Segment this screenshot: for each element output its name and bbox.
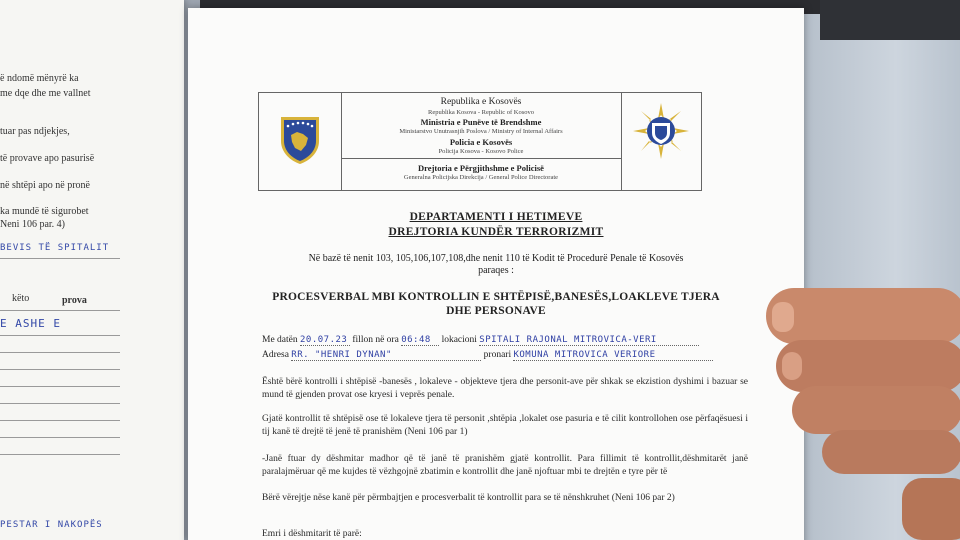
finger-index: [766, 288, 960, 344]
procesverbal-subtitle: DHE PERSONAVE: [446, 305, 546, 317]
finger-middle: [776, 340, 960, 392]
time-value: 06:48: [401, 335, 439, 346]
left-paper-rule: [0, 335, 120, 336]
owner-label: pronari: [483, 350, 512, 360]
fingernail: [782, 352, 802, 380]
left-paper: [0, 0, 184, 540]
date-label: Me datën: [262, 335, 298, 345]
fingernail: [772, 302, 794, 332]
address-owner-row: [262, 350, 713, 361]
letterhead-divider: [341, 158, 621, 159]
left-paper-rule: [0, 352, 120, 353]
address-value: RR. "HENRI DYNAN": [291, 350, 481, 361]
left-paper-rule: [0, 454, 120, 455]
department-title: DEPARTAMENTI I HETIMEVE: [409, 211, 583, 223]
procesverbal-title: PROCESVERBAL MBI KONTROLLIN E SHTËPISË,BANESËS,LOAKLEVE TJERA: [272, 291, 720, 303]
letterhead-right-cell: [621, 93, 701, 190]
paragraph-witnesses: -Janë ftuar dy dëshmitar madhor që të janë të pranishëm gjatë kontrollit. Para fillimit të kontrollit,dëshmitarët janë paralajmëruar që me kujdes të vëzhgojnë zbatimin e kontrollit dhe janë njoftuar mbi te drejtën e tyre për të: [262, 454, 748, 477]
date-value: 20.07.23: [300, 335, 350, 346]
kosovo-police-emblem-icon: [631, 101, 691, 161]
header-country-translation: Republika Kosova - Republic of Kosovo: [428, 109, 534, 116]
left-paper-line: të provave apo pasurisë: [0, 153, 95, 164]
header-country: Republika e Kosovës: [440, 97, 522, 107]
date-time-location-row: [262, 335, 699, 346]
paragraph-presence-right: Gjatë kontrollit të shtëpisë ose të lokaleve tjera të personit ,shtëpia ,lokalet ose pasuria e të cilit kontrollohen ose përfaqësuesi i tij kanë të drejtë të jenë të pranishëm (Neni 106 par 1): [262, 414, 748, 437]
left-paper-line: ë ndomë mënyrë ka: [0, 73, 79, 84]
background-top-right: [820, 0, 960, 40]
left-paper-handwriting: E ASHE E: [0, 317, 61, 330]
header-police: Policia e Kosovës: [449, 137, 513, 147]
left-paper-line: tuar pas ndjekjes,: [0, 126, 70, 137]
left-paper-rule: [0, 258, 120, 259]
legal-basis: Në bazë të nenit 103, 105,106,107,108,dhe nenit 110 të Kodit të Procedurë Penale të Kosovës: [308, 253, 684, 264]
left-paper-line: në shtëpi apo në pronë: [0, 180, 90, 191]
left-paper-rule: [0, 403, 120, 404]
left-paper-handwriting: BEVIS TË SPITALIT: [0, 243, 110, 253]
letterhead: [258, 92, 702, 191]
left-paper-rule: [0, 310, 120, 311]
finger-ring: [792, 386, 960, 434]
first-witness-label: Emri i dëshmitarit të parë:: [262, 529, 362, 539]
left-paper-line: me dqe dhe me vallnet: [0, 88, 91, 99]
location-label: lokacioni: [441, 335, 477, 345]
paragraph-search-reason: Është bërë kontrolli i shtëpisë -banesës , lokaleve - objekteve tjera dhe personit-ave për shkak se ekzistion dyshimi i bazuar se mund të gjenden provat ose kryesi i veprës penale.: [262, 377, 748, 400]
letterhead-text-cell: [341, 93, 622, 190]
left-paper-col-prova: prova: [62, 295, 87, 306]
address-label: Adresa: [262, 350, 289, 360]
left-paper-handwriting: PESTAR I NAKOPËS: [0, 520, 103, 530]
finger-little: [822, 430, 960, 474]
header-directorate-translation: Generalna Policijska Direkcija / General Police Directorate: [403, 174, 559, 181]
procesverbal-document: [188, 8, 804, 540]
owner-value: KOMUNA MITROVICA VERIORE: [513, 350, 713, 361]
directorate-title: DREJTORIA KUNDËR TERRORIZMIT: [388, 226, 604, 238]
header-ministry: Ministria e Punëve të Brendshme: [420, 117, 542, 127]
letterhead-left-cell: [259, 93, 342, 190]
time-label: fillon në ora: [352, 335, 399, 345]
header-ministry-translation: Ministarstvo Unutrasnjih Poslova / Ministry of Internal Affairs: [399, 128, 563, 135]
hand: [762, 282, 960, 540]
left-paper-line: Neni 106 par. 4): [0, 219, 65, 230]
left-paper-rule: [0, 437, 120, 438]
header-directorate: Drejtoria e Përgjithshme e Policisë: [418, 163, 544, 173]
paragraph-remarks: Bërë vërejtje nëse kanë për përmbajtjen e procesverbalit të kontrollit para se të nënshkruhet (Neni 106 par 2): [262, 493, 675, 503]
left-paper-rule: [0, 386, 120, 387]
legal-basis-continued: paraqes :: [478, 265, 514, 276]
left-paper-rule: [0, 369, 120, 370]
left-paper-line: ka mundë të sigurobet: [0, 206, 89, 217]
palm: [902, 478, 960, 540]
left-paper-col-keto: këto: [12, 293, 30, 304]
left-paper-rule: [0, 420, 120, 421]
header-police-translation: Policija Kosova - Kosovo Police: [438, 148, 524, 155]
kosovo-coat-of-arms-icon: [279, 115, 321, 165]
location-value: SPITALI RAJONAL MITROVICA-VERI: [479, 335, 699, 346]
